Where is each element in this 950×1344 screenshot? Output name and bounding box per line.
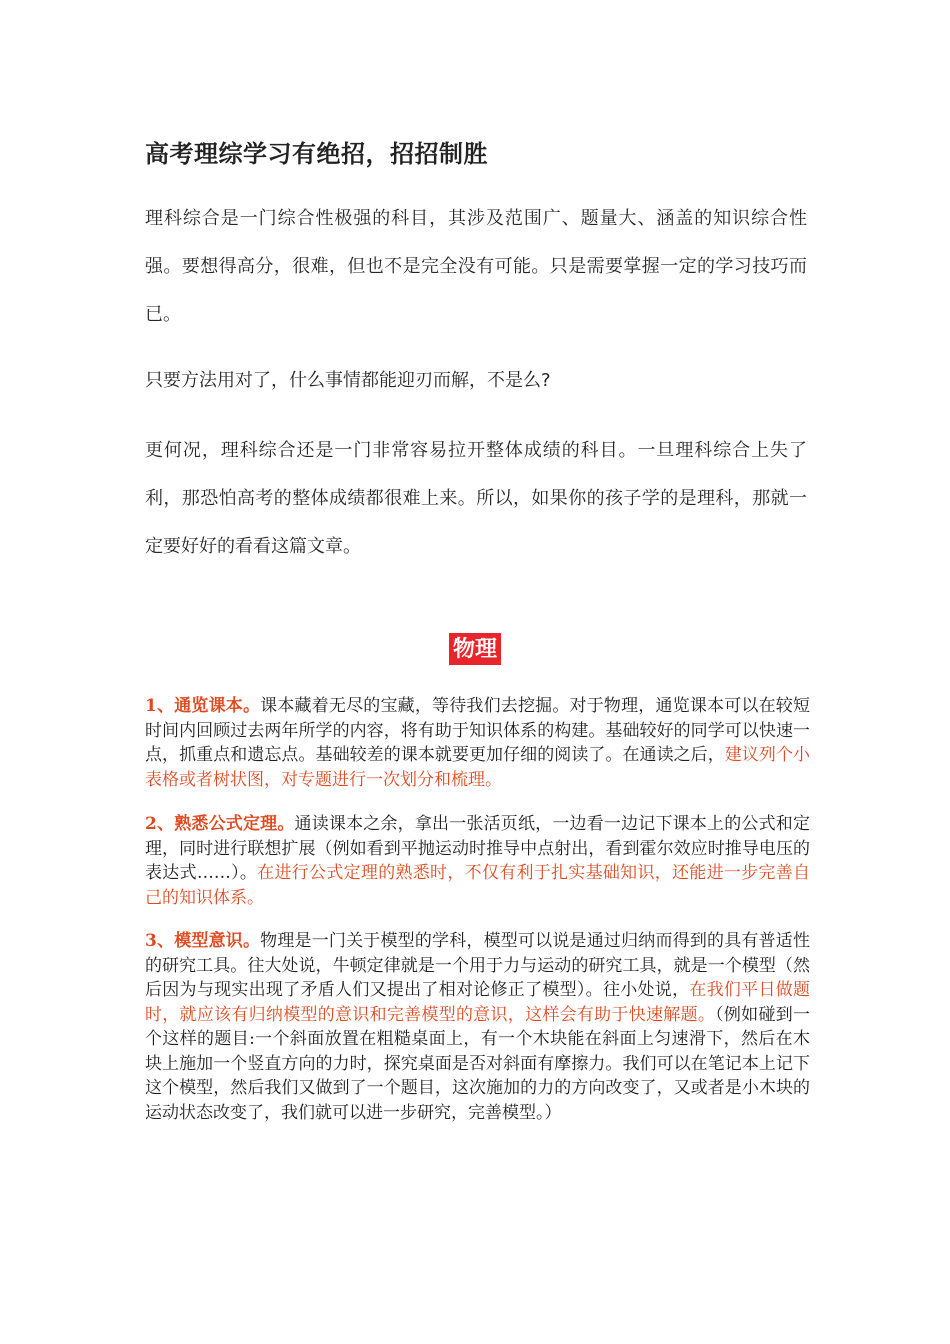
- physics-tip-2: [145, 812, 810, 910]
- tip-3-highlight: 在我们平日做题时，就应该有归纳模型的意识和完善模型的意识，这样会有助于快速解题。: [145, 980, 811, 1025]
- intro-paragraph-1: 理科综合是一门综合性极强的科目，其涉及范围广、题量大、涵盖的知识综合性强。要想得高分，很难，但也不是完全没有可能。只是需要掌握一定的学习技巧而已。: [145, 208, 807, 325]
- tip-1-lead: 1、通览课本。: [145, 696, 261, 716]
- tip-2-lead: 2、熟悉公式定理。: [145, 814, 295, 834]
- section-heading: [0, 633, 950, 665]
- section-heading-label: 物理: [449, 633, 501, 665]
- intro-paragraph-2: 只要方法用对了，什么事情都能迎刃而解，不是么?: [145, 370, 551, 391]
- tip-3-tail: （例如碰到一个这样的题目:一个斜面放置在粗糙桌面上，有一个木块能在斜面上匀速滑下，然后在木块上施加一个竖直方向的力时，探究桌面是否对斜面有摩擦力。我们可以在笔记本上记下这个模型，然后我们又做到了一个题目，这次施加的力的方向改变了，又或者是小木块的运动状态改变了，我们就可以进一步研究，完善模型。）: [145, 1004, 811, 1123]
- article-title: 高考理综学习有绝招，招招制胜: [145, 140, 488, 168]
- physics-tip-3: [145, 929, 810, 1125]
- tip-1-text: 课本藏着无尽的宝藏，等待我们去挖掘。对于物理，通览课本可以在较短时间内回顾过去两年所学的内容，将有助于知识体系的构建。基础较好的同学可以快速一点，抓重点和遗忘点。基础较差的课本就要更加仔细的阅读了。在通读之后，: [145, 696, 810, 765]
- tip-1-highlight: 建议列个小表格或者树状图，对专题进行一次划分和梳理。: [145, 745, 811, 790]
- tip-2-text: 通读课本之余，拿出一张活页纸，一边看一边记下课本上的公式和定理，同时进行联想扩展（例如看到平抛运动时推导中点射出，看到霍尔效应时推导电压的表达式……）。: [145, 814, 810, 883]
- tip-2-highlight: 在进行公式定理的熟悉时，不仅有利于扎实基础知识，还能进一步完善自己的知识体系。: [145, 863, 810, 908]
- tip-3-lead: 3、模型意识。: [145, 931, 261, 951]
- intro-paragraph-3: 更何况，理科综合还是一门非常容易拉开整体成绩的科目。一旦理科综合上失了利，那恐怕高考的整体成绩都很难上来。所以，如果你的孩子学的是理科，那就一定要好好的看看这篇文章。: [145, 440, 807, 557]
- tip-3-text: 物理是一门关于模型的学科，模型可以说是通过归纳而得到的具有普适性的研究工具。往大处说，牛顿定律就是一个用于力与运动的研究工具，就是一个模型（然后因为与现实出现了矛盾人们又提出了相对论修正了模型）。往小处说，: [145, 931, 810, 1000]
- physics-tip-1: [145, 694, 810, 792]
